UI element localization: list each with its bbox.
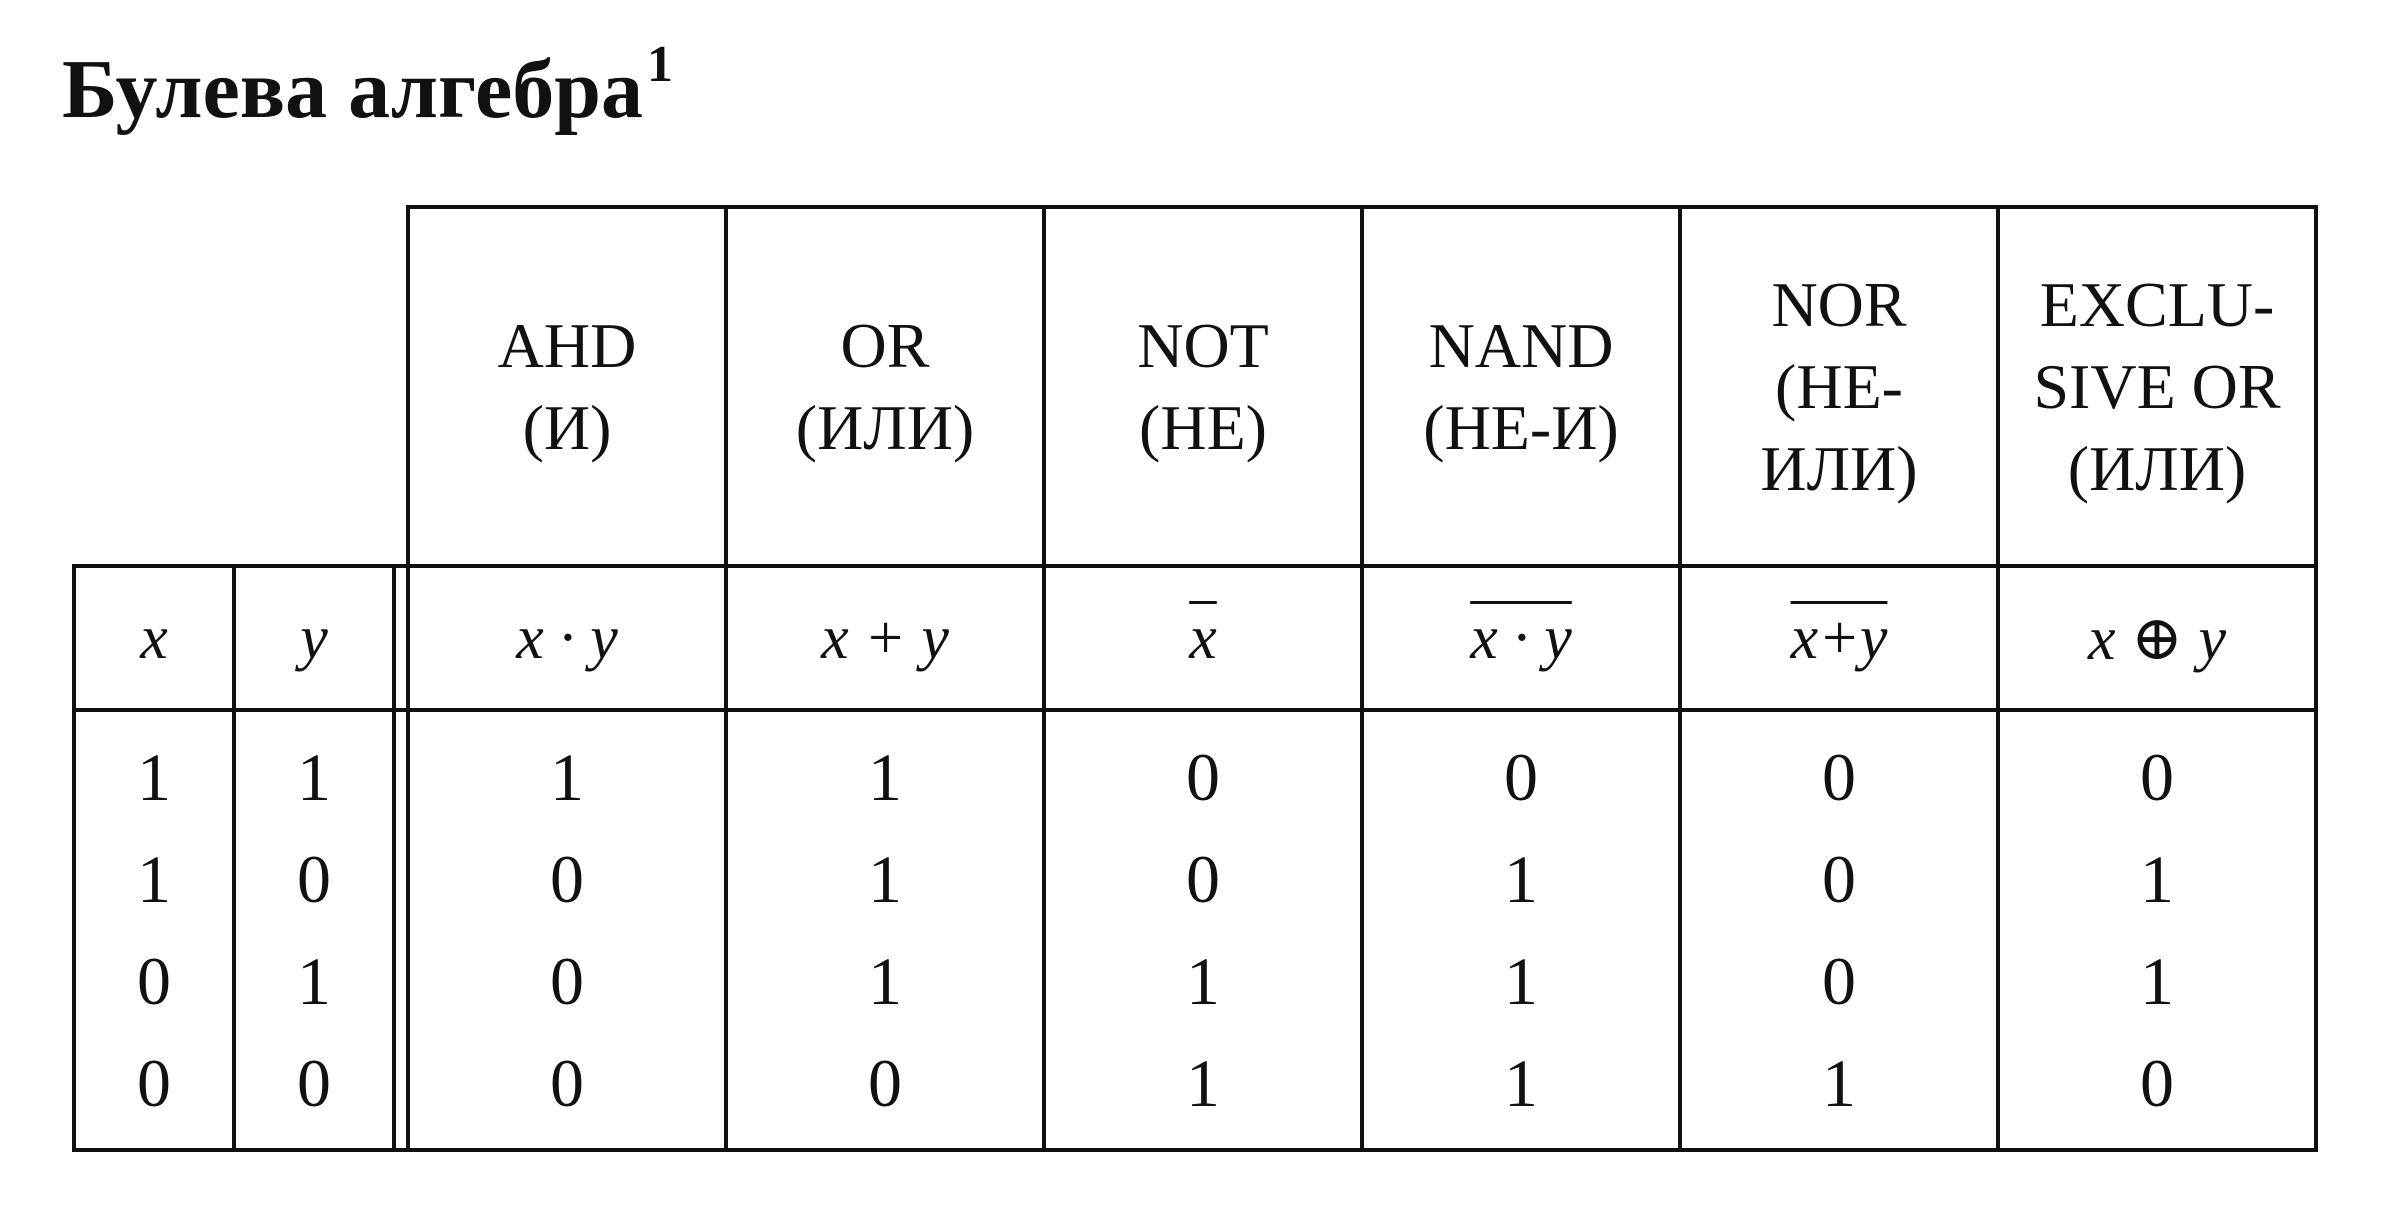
column-xor-values <box>1998 710 2316 1150</box>
bit-cell: 0 <box>550 1045 584 1121</box>
title-text: Булева алгебра <box>62 43 644 136</box>
column-nand-values <box>1362 710 1680 1150</box>
bit-cell: 1 <box>2140 943 2174 1019</box>
bit-cell: 0 <box>1822 739 1856 815</box>
bit-cell: 1 <box>1504 1045 1538 1121</box>
bit-cell: 0 <box>1504 739 1538 815</box>
header-not-line1: NOT <box>1137 309 1269 381</box>
formula-nor <box>1680 566 1998 710</box>
bit-cell: 0 <box>137 1045 171 1121</box>
header-not <box>1044 207 1362 566</box>
column-or-values <box>726 710 1044 1150</box>
bit-cell: 1 <box>2140 841 2174 917</box>
bit-cell: 1 <box>868 841 902 917</box>
bit-cell: 0 <box>297 1045 331 1121</box>
var-y-header: y <box>234 566 394 710</box>
bit-cell: 1 <box>1186 1045 1220 1121</box>
bit-cell: 0 <box>297 841 331 917</box>
formula-xor-text: x ⊕ y <box>2088 605 2226 673</box>
bit-cell: 0 <box>868 1045 902 1121</box>
header-or-line2: (ИЛИ) <box>795 391 975 463</box>
header-nand-line1: NAND <box>1428 309 1614 381</box>
header-xor-line2: SIVE OR <box>2033 350 2281 422</box>
column-and-values <box>408 710 726 1150</box>
page-title <box>62 36 674 141</box>
boolean-truth-table <box>72 205 2318 1152</box>
column-x-values <box>74 710 234 1150</box>
formula-or <box>726 566 1044 710</box>
bit-cell: 0 <box>137 943 171 1019</box>
header-nor-line3: ИЛИ) <box>1760 432 1918 504</box>
double-rule-separator <box>394 566 408 710</box>
formula-xor <box>1998 566 2316 710</box>
column-nor-values <box>1680 710 1998 1150</box>
formula-nand-text: x · y <box>1470 603 1572 672</box>
double-rule-separator <box>394 710 408 1150</box>
header-and <box>408 207 726 566</box>
formula-and-text: x · y <box>516 603 618 672</box>
bit-cell: 1 <box>1504 943 1538 1019</box>
bit-cell: 0 <box>1186 739 1220 815</box>
blank-corner <box>74 207 408 566</box>
bit-cell: 1 <box>868 943 902 1019</box>
column-y-values <box>234 710 394 1150</box>
header-or <box>726 207 1044 566</box>
formula-row <box>74 566 2316 710</box>
formula-and <box>408 566 726 710</box>
values-row <box>74 710 2316 1150</box>
formula-not-text: $\overline{x}$ <box>1189 603 1217 672</box>
formula-not <box>1044 566 1362 710</box>
bit-cell: 1 <box>550 739 584 815</box>
bit-cell: 0 <box>2140 739 2174 815</box>
header-and-line2: (И) <box>522 391 612 463</box>
header-not-line2: (HE) <box>1139 391 1267 463</box>
bit-cell: 0 <box>550 943 584 1019</box>
var-x-header: x <box>74 566 234 710</box>
bit-cell: 1 <box>868 739 902 815</box>
operation-header-row <box>74 207 2316 566</box>
header-xor <box>1998 207 2316 566</box>
header-xor-line3: (ИЛИ) <box>2067 432 2247 504</box>
formula-nand <box>1362 566 1680 710</box>
bit-cell: 0 <box>550 841 584 917</box>
header-nor-line1: NOR <box>1771 268 1907 340</box>
bit-cell: 1 <box>137 739 171 815</box>
bit-cell: 1 <box>297 943 331 1019</box>
bit-cell: 1 <box>137 841 171 917</box>
bit-cell: 0 <box>1822 841 1856 917</box>
formula-nor-text: x+y <box>1790 603 1888 672</box>
header-nor-line2: (HE- <box>1775 350 1903 422</box>
bit-cell: 0 <box>1822 943 1856 1019</box>
bit-cell: 1 <box>297 739 331 815</box>
formula-or-text: x + y <box>821 603 949 672</box>
header-nand <box>1362 207 1680 566</box>
header-xor-line1: EXCLU- <box>2039 268 2275 340</box>
header-or-line1: OR <box>840 309 930 381</box>
bit-cell: 1 <box>1186 943 1220 1019</box>
bit-cell: 0 <box>2140 1045 2174 1121</box>
bit-cell: 0 <box>1186 841 1220 917</box>
header-nand-line2: (HE-И) <box>1423 391 1619 463</box>
bit-cell: 1 <box>1822 1045 1856 1121</box>
column-not-values <box>1044 710 1362 1150</box>
footnote-mark: 1 <box>647 36 674 93</box>
bit-cell: 1 <box>1504 841 1538 917</box>
header-and-line1: AHD <box>497 309 637 381</box>
header-nor <box>1680 207 1998 566</box>
